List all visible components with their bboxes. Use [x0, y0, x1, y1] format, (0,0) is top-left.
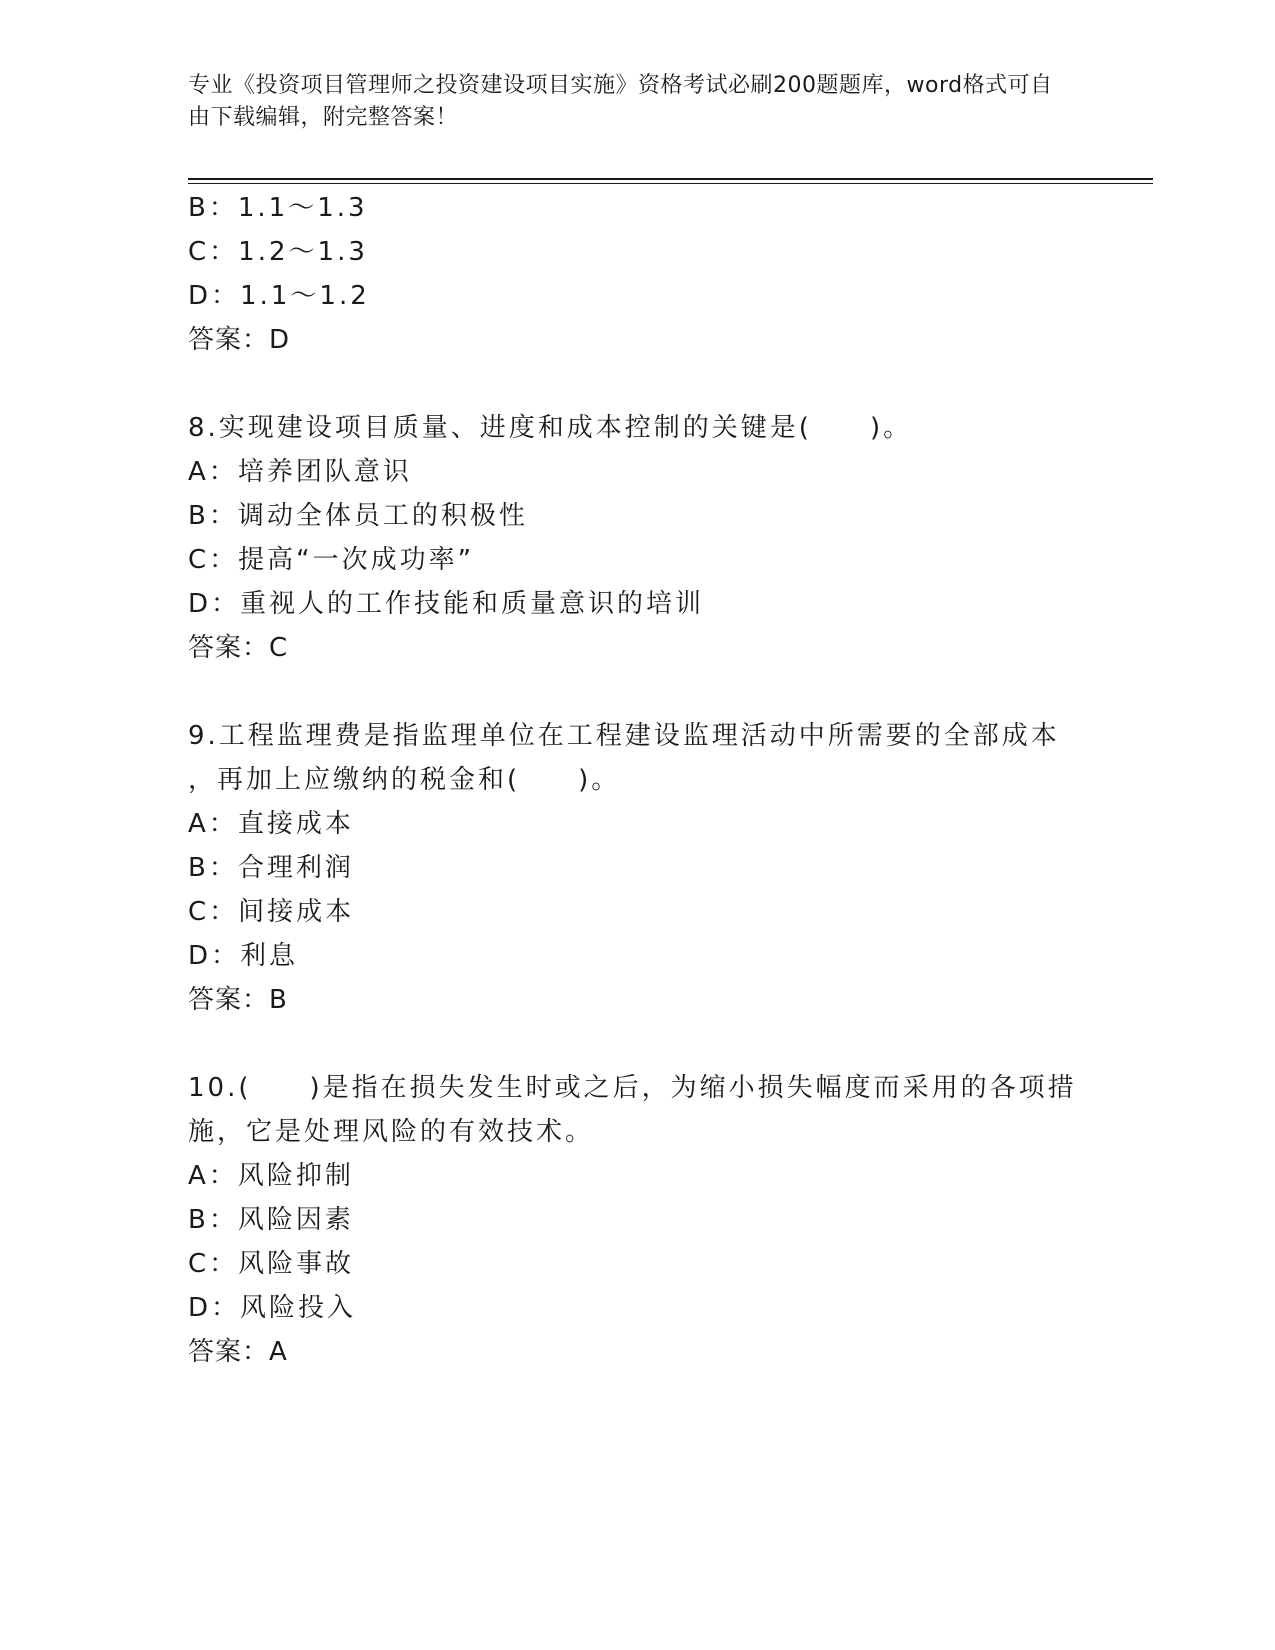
question-9-text-cont: ，再加上应缴纳的税金和( )。 [188, 765, 621, 795]
option-a: A：风险抑制 [188, 1161, 354, 1191]
option-d: D：风险投入 [188, 1293, 357, 1323]
option-b: B：风险因素 [188, 1205, 354, 1235]
header-rule-thick [188, 178, 1153, 180]
option-a: A：直接成本 [188, 809, 354, 839]
document-header: 专业《投资项目管理师之投资建设项目实施》资格考试必刷200题题库，word格式可自由下载编辑，附完整答案！ [188, 73, 1053, 130]
question-10-text: 10.( )是指在损失发生时或之后，为缩小损失幅度而采用的各项措 [188, 1073, 1077, 1103]
answer: 答案：D [188, 325, 291, 355]
option-d: D：重视人的工作技能和质量意识的培训 [188, 589, 705, 619]
answer: 答案：C [188, 633, 289, 663]
question-8-text: 8.实现建设项目质量、进度和成本控制的关键是( )。 [188, 413, 913, 443]
option-b: B：调动全体员工的积极性 [188, 501, 528, 531]
answer: 答案：A [188, 1337, 288, 1367]
option-d: D：1.1～1.2 [188, 281, 370, 311]
option-c: C：风险事故 [188, 1249, 355, 1279]
option-c: C：提高“一次成功率” [188, 545, 475, 575]
option-a: A：培养团队意识 [188, 457, 412, 487]
option-b: B：1.1～1.3 [188, 193, 368, 223]
option-c: C：间接成本 [188, 897, 355, 927]
question-10-text-cont: 施，它是处理风险的有效技术。 [188, 1117, 595, 1147]
answer: 答案：B [188, 985, 288, 1015]
option-d: D：利息 [188, 941, 299, 971]
question-9-text: 9.工程监理费是指监理单位在工程建设监理活动中所需要的全部成本 [188, 721, 1060, 751]
header-rule-thin [188, 183, 1153, 184]
option-b: B：合理利润 [188, 853, 354, 883]
option-c: C：1.2～1.3 [188, 237, 368, 267]
